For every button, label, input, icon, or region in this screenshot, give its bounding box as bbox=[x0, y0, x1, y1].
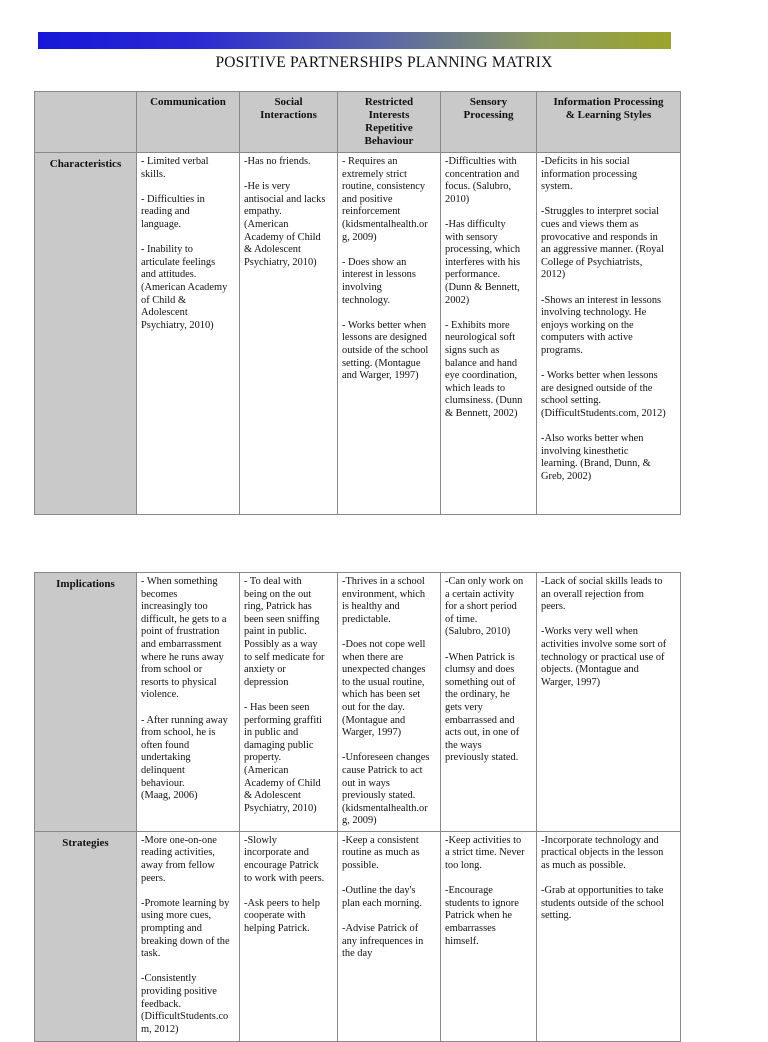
col-header-social bbox=[240, 92, 338, 153]
col-header-restricted bbox=[338, 92, 441, 153]
cell-strategies-information bbox=[537, 831, 681, 1041]
cell-paragraph: -Advise Patrick of any infrequences in the day bbox=[342, 923, 424, 960]
col-header-communication bbox=[137, 92, 240, 153]
cell-paragraph: - Inability to articulate feelings and attitudes. (American Academy of Child & Adolescent Psychiatry, 2010) bbox=[141, 244, 228, 331]
header-row bbox=[35, 92, 681, 153]
cell-paragraph: -Works very well when activities involve some sort of technology or practical use of objects. (Montague and Warger, 1997) bbox=[541, 626, 667, 688]
cell-paragraph: -Encourage students to ignore Patrick when he embarrasses himself. bbox=[445, 885, 519, 947]
cell-paragraph: -Consistently providing positive feedback. (DifficultStudents.co m, 2012) bbox=[141, 973, 229, 1035]
cell-strategies-restricted bbox=[338, 831, 441, 1041]
row-label-strategies: Strategies bbox=[35, 831, 137, 1041]
matrix-table-top bbox=[34, 91, 681, 515]
cell-characteristics-sensory bbox=[441, 153, 537, 515]
row-label-characteristics: Characteristics bbox=[35, 153, 137, 515]
col-header-label: Communication bbox=[150, 96, 226, 108]
cell-paragraph: -Struggles to interpret social cues and views them as provocative and responds in an aggressive manner. (Royal College of Psychiatrists, 2012) bbox=[541, 206, 664, 281]
cell-implications-communication bbox=[137, 573, 240, 832]
col-header-label: Information Processing & Learning Styles bbox=[553, 96, 664, 121]
page-title: POSITIVE PARTNERSHIPS PLANNING MATRIX bbox=[215, 54, 553, 71]
cell-characteristics-social bbox=[240, 153, 338, 515]
cell-paragraph: - Does show an interest in lessons involving technology. bbox=[342, 256, 416, 306]
cell-paragraph: -Shows an interest in lessons involving technology. He enjoys working on the computers with active programs. bbox=[541, 294, 662, 356]
cell-paragraph: - Difficulties in reading and language. bbox=[141, 193, 205, 230]
cell-characteristics-restricted bbox=[338, 153, 441, 515]
matrix-table-bottom bbox=[34, 572, 681, 1042]
col-header-label: Restricted Interests Repetitive Behaviour bbox=[364, 96, 414, 147]
cell-paragraph: -Can only work on a certain activity for a short period of time. (Salubro, 2010) bbox=[445, 576, 524, 638]
cell-paragraph: -Has difficulty with sensory processing, which interferes with his performance. (Dunn & Bennett, 2002) bbox=[445, 218, 521, 306]
cell-paragraph: -Slowly incorporate and encourage Patrick to work with peers. bbox=[244, 834, 325, 884]
cell-paragraph: -Unforeseen changes cause Patrick to act out in ways previously stated. (kidsmentalhealth.or g, 2009) bbox=[342, 752, 430, 827]
cell-strategies-sensory bbox=[441, 831, 537, 1041]
col-header-label: Sensory Processing bbox=[463, 96, 514, 121]
cell-paragraph: - Exhibits more neurological soft signs such as balance and hand eye coordination, which leads to clumsiness. (Dunn & Bennett, 2002) bbox=[445, 319, 523, 419]
cell-paragraph: -Lack of social skills leads to an overall rejection from peers. bbox=[541, 576, 663, 613]
cell-paragraph: -He is very antisocial and lacks empathy. (American Academy of Child & Adolescent Psychiatry, 2010) bbox=[244, 181, 326, 268]
cell-paragraph: -Deficits in his social information processing system. bbox=[541, 156, 638, 193]
cell-paragraph: -Keep activities to a strict time. Never too long. bbox=[445, 834, 525, 872]
row-label-implications: Implications bbox=[35, 573, 137, 832]
cell-paragraph: -Does not cope well when there are unexpected changes to the usual routine, which has been set out for the day. (Montague and Warger, 1997) bbox=[342, 638, 426, 739]
row-strategies bbox=[35, 831, 681, 1041]
cell-paragraph: - Limited verbal skills. bbox=[141, 156, 209, 180]
cell-paragraph: -Has no friends. bbox=[244, 156, 311, 167]
col-header-label: Social Interactions bbox=[260, 96, 317, 121]
row-characteristics bbox=[35, 153, 681, 515]
cell-paragraph: - To deal with being on the out ring, Patrick has been seen sniffing paint in public. Possibly as a way to self medicate for anxiety or depression bbox=[244, 576, 325, 688]
col-header-sensory bbox=[441, 92, 537, 153]
cell-paragraph: -Incorporate technology and practical objects in the lesson as much as possible. bbox=[541, 834, 664, 872]
cell-paragraph: -Also works better when involving kinesthetic learning. (Brand, Dunn, & Greb, 2002) bbox=[541, 433, 651, 482]
cell-paragraph: -Keep a consistent routine as much as possible. bbox=[342, 834, 420, 872]
header-banner bbox=[38, 32, 671, 49]
cell-paragraph: - Works better when lessons are designed outside of the school setting. (Montague and Warger, 1997) bbox=[342, 319, 429, 382]
row-implications bbox=[35, 573, 681, 832]
cell-implications-information bbox=[537, 573, 681, 832]
cell-implications-restricted bbox=[338, 573, 441, 832]
cell-characteristics-information bbox=[537, 153, 681, 515]
cell-paragraph: - Works better when lessons are designed outside of the school setting. (DifficultStudents.com, 2012) bbox=[541, 370, 666, 419]
col-header-information bbox=[537, 92, 681, 153]
cell-paragraph: - Has been seen performing graffiti in public and damaging public property. (American Academy of Child & Adolescent Psychiatry, 2010) bbox=[244, 701, 323, 814]
corner-cell bbox=[35, 92, 137, 153]
cell-implications-social bbox=[240, 573, 338, 832]
cell-paragraph: -More one-on-one reading activities, away from fellow peers. bbox=[141, 834, 217, 884]
cell-paragraph: -When Patrick is clumsy and does something out of the ordinary, he gets very embarrassed and acts out, in one of the ways previously stated. bbox=[445, 651, 520, 764]
cell-paragraph: - Requires an extremely strict routine, consistency and positive reinforcement (kidsmentalhealth.or g, 2009) bbox=[342, 156, 428, 243]
cell-paragraph: -Promote learning by using more cues, prompting and breaking down of the task. bbox=[141, 897, 230, 960]
cell-strategies-social bbox=[240, 831, 338, 1041]
cell-paragraph: - After running away from school, he is often found undertaking delinquent behaviour. (Maag, 2006) bbox=[141, 714, 228, 802]
cell-implications-sensory bbox=[441, 573, 537, 832]
cell-strategies-communication bbox=[137, 831, 240, 1041]
cell-paragraph: -Thrives in a school environment, which is healthy and predictable. bbox=[342, 576, 426, 625]
cell-paragraph: -Outline the day's plan each morning. bbox=[342, 885, 422, 909]
cell-paragraph: -Difficulties with concentration and focus. (Salubro, 2010) bbox=[445, 156, 520, 205]
cell-characteristics-communication bbox=[137, 153, 240, 515]
cell-paragraph: - When something becomes increasingly too difficult, he gets to a point of frustration and embarrassment where he runs away from school or resorts to physical violence. bbox=[141, 576, 227, 701]
cell-paragraph: -Ask peers to help cooperate with helping Patrick. bbox=[244, 897, 320, 935]
cell-paragraph: -Grab at opportunities to take students outside of the school setting. bbox=[541, 885, 664, 922]
